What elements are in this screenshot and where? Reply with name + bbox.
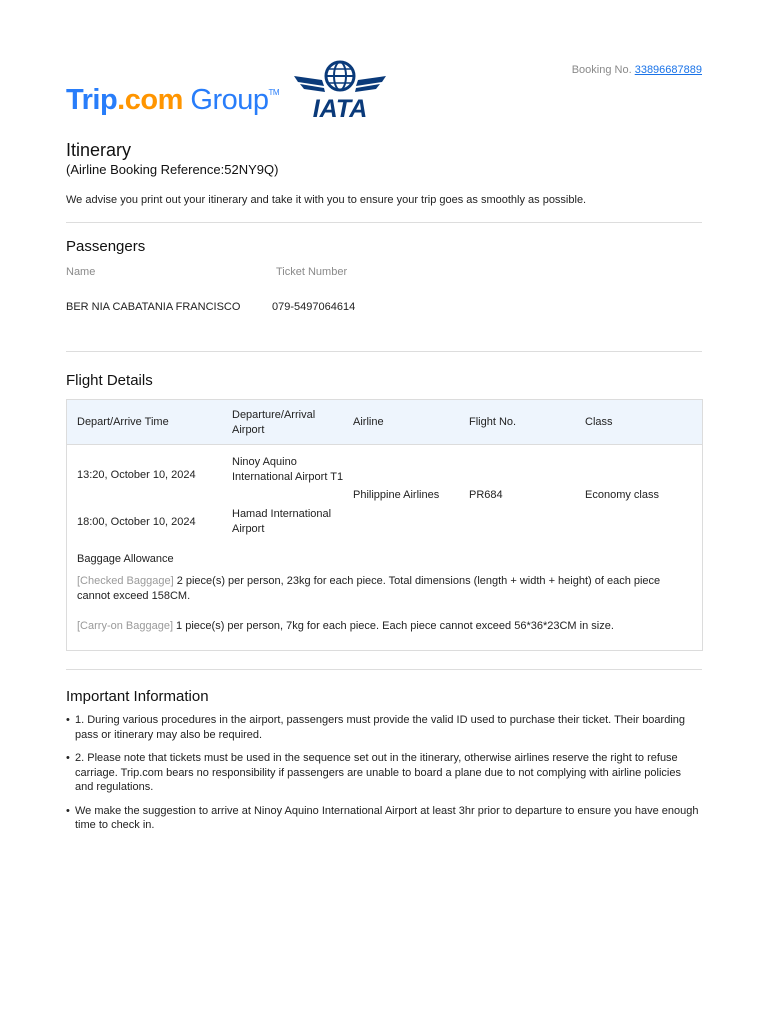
ticket-number-label: Ticket Number — [276, 266, 348, 278]
advice-text: We advise you print out your itinerary and take it with you to ensure your trip goes as smoothly as possible. — [66, 194, 587, 206]
flight-number: PR684 — [469, 489, 503, 501]
list-item: • 2. Please note that tickets must be used in the sequence set out in the itinerary, otherwise airlines reserve the right to refuse carriage. Trip.com bears no responsibility if passengers are unable to board a plane due to not complying with airline policies and regulations. — [66, 752, 681, 793]
baggage-allowance-title: Baggage Allowance — [77, 553, 174, 565]
checked-baggage-tag: [Checked Baggage] — [77, 575, 174, 587]
passenger-name: BER NIA CABATANIA FRANCISCO — [66, 301, 241, 313]
header-airline: Airline — [353, 416, 384, 428]
svg-text:IATA: IATA — [312, 95, 368, 120]
departure-airport: Ninoy Aquino International Airport T1 — [232, 456, 344, 483]
carry-on-baggage-text: 1 piece(s) per person, 7kg for each piece. Each piece cannot exceed 56*36*23CM in size. — [173, 620, 614, 632]
iata-logo — [292, 60, 388, 120]
checked-baggage-text: 2 piece(s) per person, 23kg for each piece. Total dimensions (length + width + height) of each piece cannot exceed 158CM. — [77, 575, 661, 602]
flight-details-title: Flight Details — [66, 372, 153, 389]
arrive-time: 18:00, October 10, 2024 — [77, 516, 196, 528]
divider — [66, 222, 702, 223]
booking-label: Booking No. — [571, 64, 632, 76]
booking-reference: (Airline Booking Reference:52NY9Q) — [66, 162, 279, 177]
trip-com-group-logo: Trip.com Group™ — [66, 84, 280, 116]
page-title: Itinerary — [66, 140, 132, 160]
divider — [66, 351, 702, 352]
header-flight-no: Flight No. — [469, 416, 517, 428]
airline-name: Philippine Airlines — [353, 489, 440, 501]
header-departure-arrival-airport: Departure/Arrival Airport — [232, 409, 316, 436]
carry-on-baggage-tag: [Carry-on Baggage] — [77, 620, 173, 632]
passengers-title: Passengers — [66, 238, 146, 255]
list-item: • 1. During various procedures in the airport, passengers must provide the valid ID used to purchase their ticket. Their boarding pass or itinerary may also be required. — [66, 714, 686, 741]
booking-number-block — [572, 64, 702, 76]
depart-time: 13:20, October 10, 2024 — [77, 469, 196, 481]
checked-baggage-info — [77, 574, 682, 604]
booking-number-link[interactable]: 33896687889 — [634, 64, 702, 76]
divider — [66, 669, 702, 670]
table-header — [67, 400, 702, 445]
name-label: Name — [66, 266, 96, 278]
important-information-list — [66, 713, 702, 842]
header-depart-arrive-time: Depart/Arrive Time — [77, 416, 169, 428]
carry-on-baggage-info — [77, 619, 682, 634]
list-item: • We make the suggestion to arrive at Ninoy Aquino International Airport at least 3hr prior to departure to ensure you have enough time to check in. — [66, 804, 699, 831]
important-information-title: Important Information — [66, 688, 209, 705]
arrival-airport: Hamad International Airport — [232, 508, 332, 535]
header-class: Class — [585, 416, 613, 428]
flight-details-table — [66, 399, 703, 651]
ticket-number: 079-5497064614 — [272, 301, 356, 313]
travel-class: Economy class — [585, 489, 659, 501]
